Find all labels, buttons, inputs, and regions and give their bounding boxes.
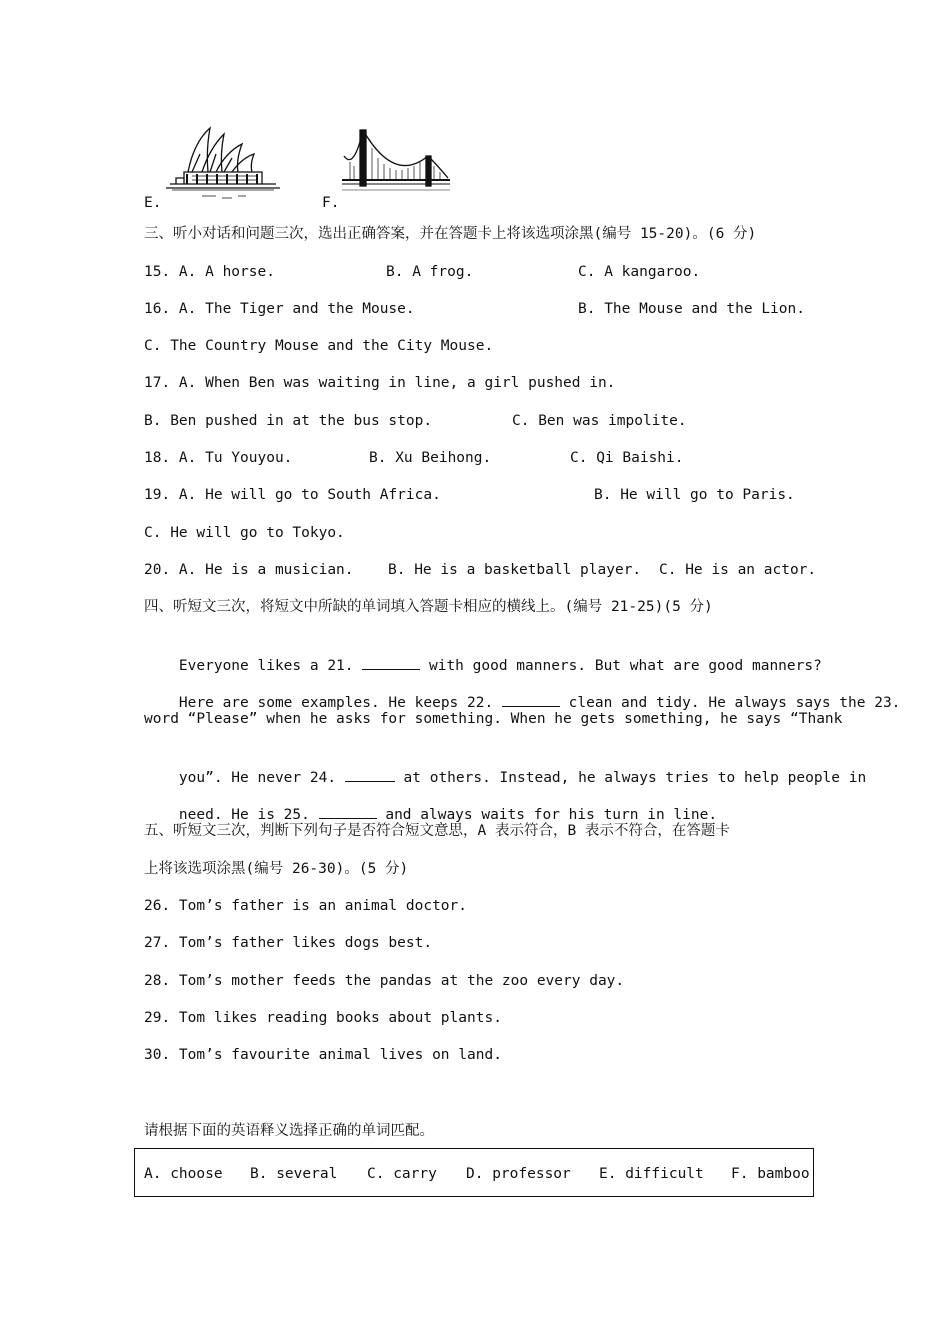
q15-option-b: B. A frog. [386,264,474,280]
image-e-label: E. [144,195,162,211]
statement-27: 27. Tom’s father likes dogs best. [144,935,433,951]
q18-option-b: B. Xu Beihong. [369,450,492,466]
passage-text: Everyone likes a 21. [178,658,363,674]
answer-blank-21[interactable] [362,655,420,670]
word-option-e: E. difficult [599,1166,704,1182]
word-option-c: C. carry [367,1166,437,1182]
answer-blank-25[interactable] [319,804,377,819]
passage-text: Here are some examples. He keeps 22. [178,695,502,711]
q19-option-c: C. He will go to Tokyo. [144,525,345,541]
passage-text: at others. Instead, he always tries to help people in [394,770,867,786]
word-bank-box [134,1148,814,1197]
passage-text: you”. He never 24. [178,770,345,786]
statement-28: 28. Tom’s mother feeds the pandas at the zoo every day. [144,973,625,989]
q17-option-c: C. Ben was impolite. [512,413,687,429]
q16-option-c: C. The Country Mouse and the City Mouse. [144,338,494,354]
word-option-b: B. several [250,1166,338,1182]
statement-26: 26. Tom’s father is an animal doctor. [144,898,468,914]
q16-option-b: B. The Mouse and the Lion. [578,301,805,317]
section5-heading-line2: 上将该选项涂黑(编号 26-30)。(5 分) [144,861,409,877]
passage-text: and always waits for his turn in line. [376,807,718,823]
passage-text: with good manners. But what are good manners? [420,658,822,674]
q17-option-b: B. Ben pushed in at the bus stop. [144,413,433,429]
statement-29: 29. Tom likes reading books about plants. [144,1010,502,1026]
sydney-opera-house-icon [162,124,284,204]
q16-option-a: 16. A. The Tiger and the Mouse. [144,301,415,317]
q20-option-a: 20. A. He is a musician. [144,562,354,578]
q19-option-a: 19. A. He will go to South Africa. [144,487,441,503]
section3-heading: 三、听小对话和问题三次，选出正确答案，并在答题卡上将该选项涂黑(编号 15-20)。(6 分) [144,226,757,242]
passage-text: clean and tidy. He always says the 23. [559,695,901,711]
q20-option-c: C. He is an actor. [659,562,817,578]
q15-option-a: 15. A. A horse. [144,264,275,280]
passage-text: need. He is 25. [178,807,319,823]
statement-30: 30. Tom’s favourite animal lives on land. [144,1047,502,1063]
passage-line-3: word “Please” when he asks for something. When he gets something, he says “Thank [144,711,843,727]
golden-gate-bridge-icon [342,126,450,198]
matching-instruction: 请根据下面的英语释义选择正确的单词匹配。 [144,1123,434,1139]
image-f-label: F. [322,195,340,211]
q18-option-a: 18. A. Tu Youyou. [144,450,293,466]
section5-heading-line1: 五、听短文三次，判断下列句子是否符合短文意思，A 表示符合，B 表示不符合，在答题卡 [144,823,730,839]
q20-option-b: B. He is a basketball player. [388,562,642,578]
q18-option-c: C. Qi Baishi. [570,450,684,466]
answer-blank-22[interactable] [502,692,560,707]
word-option-d: D. professor [466,1166,571,1182]
word-option-a: A. choose [144,1166,223,1182]
q19-option-b: B. He will go to Paris. [594,487,795,503]
answer-blank-24[interactable] [345,767,395,782]
q17-option-a: 17. A. When Ben was waiting in line, a girl pushed in. [144,375,616,391]
word-option-f: F. bamboo [731,1166,810,1182]
section4-heading: 四、听短文三次，将短文中所缺的单词填入答题卡相应的横线上。(编号 21-25)(5 分) [144,599,713,615]
q15-option-c: C. A kangaroo. [578,264,701,280]
